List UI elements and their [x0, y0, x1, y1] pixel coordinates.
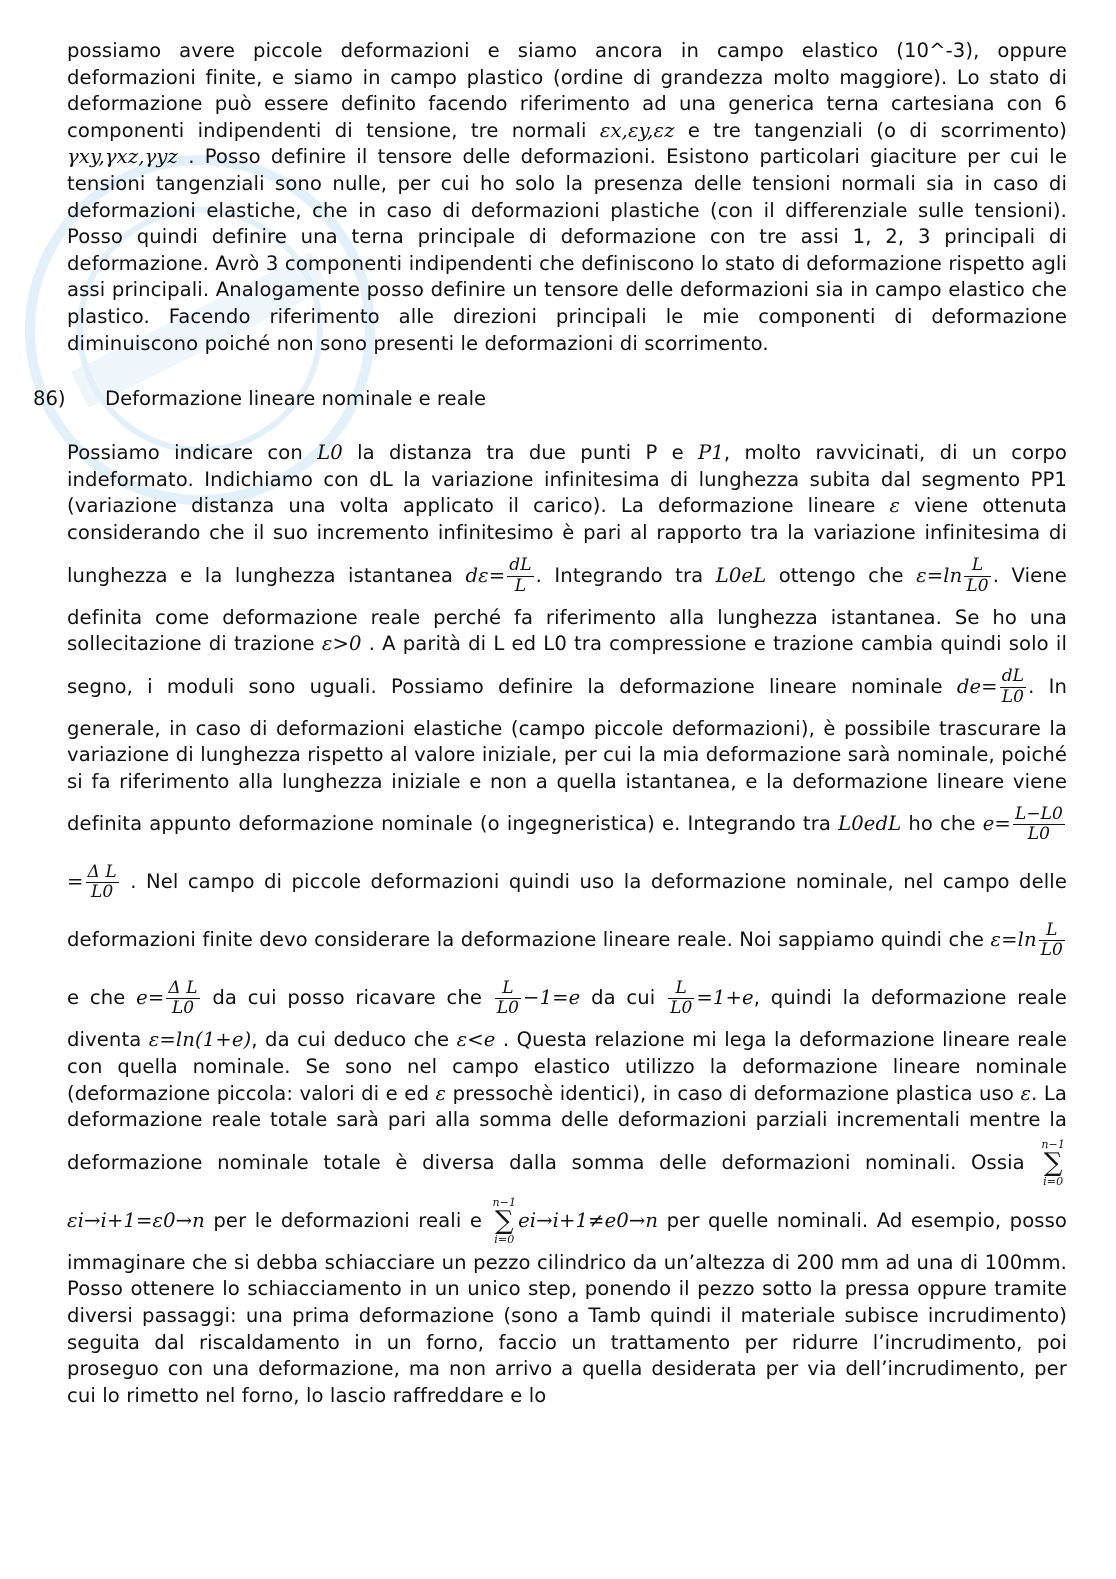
text: . A parità di L ed L0 tra compressione e trazione cambia quindi solo il segno, i moduli sono uguali. Possiamo definire la deformazione lineare nominale — [67, 632, 1067, 698]
denominator: L — [514, 575, 527, 596]
fraction — [1000, 667, 1026, 707]
formula-eps-positive: ε>0 — [321, 632, 362, 656]
text: , da cui deduco che — [251, 1028, 450, 1052]
formula-real-sum: εi→i+1=ε0→n — [67, 1208, 205, 1232]
formula-e: e= — [136, 986, 165, 1010]
sum-sigma: ∑ — [494, 1206, 514, 1237]
fraction — [668, 979, 694, 1019]
numerator: L — [1039, 921, 1065, 942]
formula-de: de= — [956, 674, 998, 698]
text: . La deformazione reale totale sarà pari alla somma delle deformazioni parziali incrementali mentre la deformazione nominale totale è diversa dalla somma delle deformazioni nominali. Ossia — [67, 1081, 1068, 1174]
formula-ln-1-plus-e: ε=ln(1+e) — [148, 1028, 252, 1052]
numerator: L — [668, 979, 694, 1000]
section-number: 86) — [33, 387, 66, 411]
text: pressochè identici), in caso di deformazione plastica uso — [452, 1081, 1014, 1105]
formula-eps-less-e: ε<e — [456, 1028, 496, 1052]
formula-e: e= — [982, 812, 1011, 836]
text: Possiamo indicare con — [67, 441, 303, 465]
text: . Posso definire il tensore delle deformazioni. Esistono particolari giaciture per cui le tensioni tangenziali sono nulle, per cui ho solo la presenza delle tensioni normali sia in caso di deformazioni elastiche, che in caso di deformazioni plastiche (con il differenziale sulle tensioni). Posso quindi definire una terna principale di deformazione con tre assi 1, 2, 3 principali di deformazione. Avrò 3 componenti indipendenti che definiscono lo stato di deformazione rispetto agli assi principali. Analogamente posso definire un tensore delle deformazioni sia in campo elastico che plastico. Facendo riferimento alle direzioni principali le mie componenti di deformazione diminuiscono poiché non sono presenti le deformazioni di scorrimento. — [67, 145, 1067, 355]
text: ottengo che — [778, 563, 904, 587]
fraction — [507, 556, 533, 596]
text: , quindi la deformazione reale diventa — [67, 986, 1067, 1052]
text: . Viene definita come deformazione reale perché fa riferimento alla lunghezza istantanea. Se ho una sollecitazione di trazione — [67, 563, 1067, 656]
text: . Integrando tra — [535, 563, 704, 587]
text: e tre tangenziali (o di scorrimento) — [687, 118, 1067, 142]
denominator: L0 — [171, 998, 195, 1019]
text: da cui — [591, 986, 656, 1010]
formula-L0: L0 — [317, 441, 343, 465]
denominator: L0 — [966, 575, 989, 596]
numerator: L — [964, 556, 990, 577]
sum-lower: i=0 — [494, 1233, 515, 1247]
summation — [1041, 1139, 1065, 1187]
formula-P1: P1 — [698, 441, 724, 465]
equals: = — [67, 870, 84, 894]
section-title: Deformazione lineare nominale e reale — [105, 387, 487, 411]
sum-upper: n−1 — [1041, 1138, 1065, 1152]
text: . Questa relazione mi lega la deformazione lineare reale con quella nominale. Se sono nel campo elastico utilizzo la deformazione lineare nominale (deformazione piccola: valori di e ed — [67, 1028, 1067, 1105]
numerator: L−L0 — [1014, 803, 1063, 824]
numerator: Δ L — [87, 861, 117, 882]
formula-deps: dε= — [465, 563, 506, 587]
formula-nominal-sum: ei→i+1≠e0→n — [518, 1208, 659, 1232]
fraction — [964, 556, 990, 596]
formula-normal-strains: εx,εy,εz — [599, 118, 675, 142]
formula-ratio-rhs: −1=e — [523, 986, 581, 1010]
document-page — [33, 38, 1068, 1409]
formula-epsilon: ε — [435, 1081, 447, 1105]
paragraph-strain-state — [67, 38, 1067, 357]
text: da cui posso ricavare che — [212, 986, 483, 1010]
numerator: L — [495, 979, 521, 1000]
formula-shear-strains: γxy,γxz,γyz — [67, 145, 178, 169]
text: viene ottenuta considerando che il suo incremento infinitesimo è pari al rapporto tra la variazione infinitesima di lunghezza e la lunghezza istantanea — [67, 494, 1067, 587]
fraction — [1013, 805, 1065, 845]
fraction — [495, 979, 521, 1019]
sum-upper: n−1 — [492, 1196, 517, 1210]
text: per le deformazioni reali e — [213, 1208, 482, 1232]
denominator: L0 — [1001, 686, 1025, 707]
fraction — [86, 863, 119, 903]
denominator: L0 — [496, 998, 520, 1019]
formula-epsilon: ε — [889, 494, 901, 518]
formula-L0eL: L0eL — [715, 563, 767, 587]
denominator: L0 — [670, 998, 693, 1019]
summation — [492, 1197, 516, 1245]
numerator: Δ L — [168, 977, 198, 998]
text: . In generale, in caso di deformazioni elastiche (campo piccole deformazioni), è possibile trascurare la variazione di lunghezza rispetto al valore iniziale, per cui la mia deformazione sarà nominale, poiché si fa riferimento alla lunghezza iniziale e non a quella istantanea, e la deformazione lineare viene definita appunto deformazione nominale (o ingegneristica) e. Integrando tra — [67, 674, 1067, 836]
text: per quelle nominali. Ad esempio, posso immaginare che si debba schiacciare un pezzo cilindrico da un’altezza di 200 mm ad una di 100mm. Posso ottenere lo schiacciamento in un unico step, ponendo il pezzo sotto la pressa oppure tramite diversi passaggi: una prima deformazione (sono a Tamb quindi il materiale subisce incrudimento) seguita dal riscaldamento in un forno, faccio un trattamento per ridurre l’incrudimento, poi proseguo con una deformazione, ma non arrivo a quella desiderata per via dell’incrudimento, per cui lo rimetto nel forno, lo lascio raffreddare e lo — [67, 1208, 1067, 1407]
fraction — [1039, 921, 1065, 961]
paragraph-linear-strain — [67, 440, 1067, 1409]
numerator: dL — [509, 554, 532, 575]
formula-ln: ε=ln — [916, 563, 963, 587]
text: . Nel campo di piccole deformazioni quindi uso la deformazione nominale, nel campo delle deformazioni finite devo considerare la deformazione lineare reale. Noi sappiamo quindi che — [67, 870, 1067, 952]
fraction — [166, 979, 199, 1019]
text: , molto ravvicinati, di un corpo indeformato. Indichiamo con dL la variazione infinitesima di lunghezza subita dal segmento PP1 (variazione distanza una volta applicato il carico). La deformazione lineare — [67, 441, 1067, 518]
formula-ln: ε=ln — [990, 928, 1037, 952]
numerator: dL — [1001, 666, 1025, 687]
denominator: L0 — [91, 882, 114, 903]
sum-lower: i=0 — [1043, 1175, 1064, 1189]
denominator: L0 — [1040, 940, 1063, 961]
formula-epsilon: ε — [1020, 1081, 1032, 1105]
text: e che — [67, 986, 126, 1010]
formula-L0edL: L0edL — [838, 812, 902, 836]
sum-sigma: ∑ — [1043, 1148, 1063, 1179]
text: la distanza tra due punti P e — [357, 441, 684, 465]
text: possiamo avere piccole deformazioni e siamo ancora in campo elastico (10^-3), oppure deformazioni finite, e siamo in campo plastico (ordine di grandezza molto maggiore). Lo stato di deformazione può essere definito facendo riferimento ad una generica terna cartesiana con 6 componenti indipendenti di tensione, tre normali — [67, 39, 1067, 142]
denominator: L0 — [1027, 824, 1051, 845]
text: ho che — [908, 812, 976, 836]
section-heading — [33, 387, 1033, 410]
formula-ratio-rhs: =1+e — [696, 986, 754, 1010]
